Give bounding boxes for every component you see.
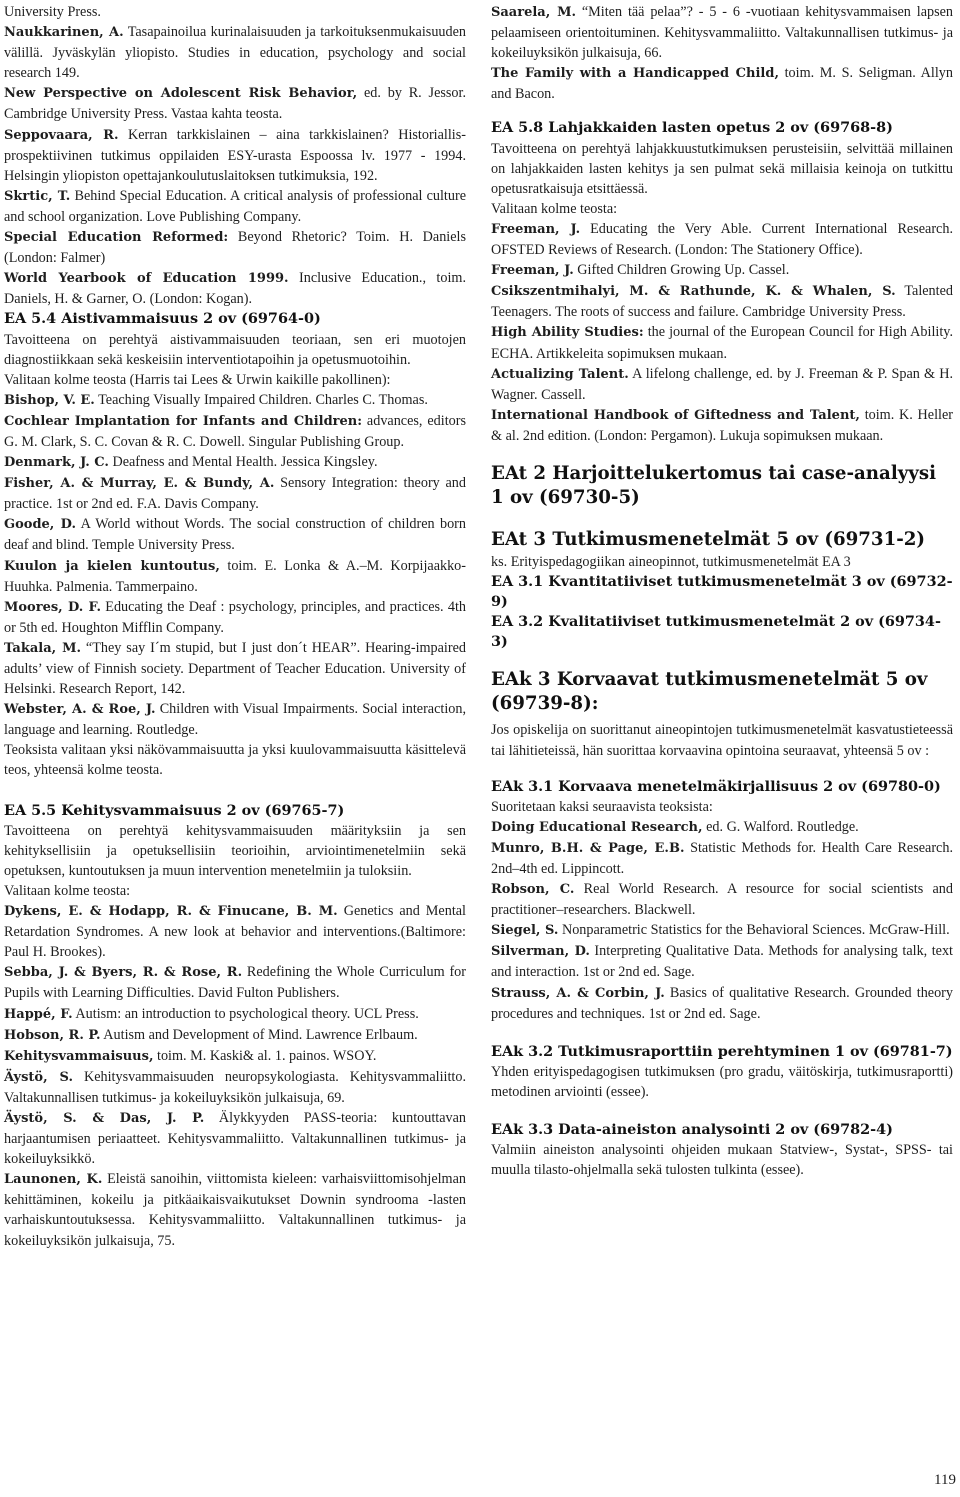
section-heading: EAk 3.1 Korvaava menetelmäkirjallisuus 2 ov (69780-0) bbox=[491, 777, 941, 795]
reference-details: Basics of qualitative Research. Grounded theory procedures and techniques. 1st or 2nd ed. Sage. bbox=[491, 984, 953, 1022]
major-heading: EAt 3 Tutkimusmenetelmät 5 ov (69731-2) bbox=[491, 528, 926, 550]
reference-entry bbox=[491, 405, 953, 446]
reference-details: Children with Visual Impairments. Social interaction, language and learning. Routledge. bbox=[4, 701, 466, 739]
reference-author: Dykens, E. & Hodapp, R. & Finucane, B. M. bbox=[4, 904, 338, 920]
paragraph: Tavoitteena on perehtyä aistivammaisuuden teoriaan, sen eri muotojen diagnostiikkaan sekä keskeisiin interventiotapoihin ja opetusmuotoihin. bbox=[4, 331, 466, 368]
reference-author: Äystö, S. bbox=[4, 1069, 74, 1085]
reference-author: Hobson, R. P. bbox=[4, 1027, 101, 1043]
reference-author: Seppovaara, R. bbox=[4, 127, 119, 143]
reference-details: A lifelong challenge, ed. by J. Freeman & P. Span & H. Wagner. Cassell. bbox=[491, 365, 953, 403]
reference-author: Csikszentmihalyi, M. & Rathunde, K. & Whalen, S. bbox=[491, 284, 896, 300]
reference-entry bbox=[4, 83, 466, 124]
reference-entry bbox=[4, 1025, 466, 1046]
reference-author: Goode, D. bbox=[4, 517, 77, 533]
spacer bbox=[491, 104, 953, 118]
reference-details: ed. by R. Jessor. Cambridge University Press. Vastaa kahta teosta. bbox=[4, 85, 466, 123]
reference-author: Saarela, M. bbox=[491, 5, 577, 20]
reference-entry bbox=[491, 879, 953, 920]
reference-details: Educating the Very Able. Current International Research. OFSTED Reviews of Research. (London: The Stationery Office). bbox=[491, 220, 953, 259]
reference-entry bbox=[4, 1046, 466, 1067]
reference-details: Deafness and Mental Health. Jessica Kingsley. bbox=[108, 454, 378, 471]
reference-details: ed. G. Walford. Routledge. bbox=[702, 818, 859, 835]
reference-details: “Miten tää pelaa”? - 5 - 6 -vuotiaan kehitysvammaisen lapsen pelaamiseen orientoituminen. Kehitysvammaliitto. Valtakunnallisen tutkimus- ja kokeiluyksikön julkaisuja, 66. bbox=[491, 4, 953, 62]
reference-details: toim. K. Heller & al. 2nd edition. (London: Pergamon). Lukuja sopimuksen mukaan. bbox=[491, 406, 953, 444]
reference-author: Freeman, J. bbox=[491, 221, 581, 237]
major-heading: EAk 3 Korvaavat tutkimusmenetelmät 5 ov (69739-8): bbox=[491, 669, 928, 715]
paragraph: Tavoitteena on perehtyä lahjakkuustutkimuksen perusteisiin, selvittää millainen on lahjakkaiden lasten kehitys ja sen pulmat sekä millaisia keinoja on tutkittu opetusratkaisuja etsittäessä. bbox=[491, 140, 953, 197]
reference-details: Inclusive Education., toim. Daniels, H. & Garner, O. (London: Kogan). bbox=[4, 270, 466, 308]
reference-details: Talented Teenagers. The roots of success and failure. Cambridge University Press. bbox=[491, 283, 953, 321]
spacer bbox=[491, 510, 953, 528]
reference-entry bbox=[491, 260, 953, 281]
reference-details: toim. M. Kaski& al. 1. painos. WSOY. bbox=[153, 1047, 377, 1064]
reference-author: Kehitysvammaisuus, bbox=[4, 1048, 154, 1064]
reference-details: Nonparametric Statistics for the Behavioral Sciences. McGraw-Hill. bbox=[558, 922, 950, 939]
reference-details: Tasapainoilua kurinalaisuuden ja tarkoituksenmukaisuuden välillä. Jyväskylän yliopisto. Studies in education, psychology and social research 149. bbox=[4, 24, 466, 82]
reference-details: Kerran tarkkislainen – aina tarkkislainen? Historiallis-prospektiivinen tutkimus oppilaiden ESY-urasta Espoossa lv. 1977 - 1994. Helsingin yliopiston opettajankoulutuslaitoksen tutkimuksia, 192. bbox=[4, 126, 466, 184]
reference-author: Webster, A. & Roe, J. bbox=[4, 702, 156, 718]
reference-details: Genetics and Mental Retardation Syndromes. A new look at behavior and interventions.(Baltimore: Paul H. Brookes). bbox=[4, 903, 466, 961]
reference-author: Munro, B.H. & Page, E.B. bbox=[491, 840, 685, 856]
reference-author: Launonen, K. bbox=[4, 1172, 103, 1188]
section-heading: EAk 3.3 Data-aineiston analysointi 2 ov (69782-4) bbox=[491, 1121, 893, 1139]
reference-entry bbox=[4, 411, 466, 452]
reference-author: Skrtic, T. bbox=[4, 188, 71, 204]
reference-entry bbox=[4, 514, 466, 555]
section-heading: EA 5.5 Kehitysvammaisuus 2 ov (69765-7) bbox=[4, 801, 345, 819]
reference-author: Sebba, J. & Byers, R. & Rose, R. bbox=[4, 965, 243, 981]
reference-entry bbox=[4, 1004, 466, 1025]
reference-entry bbox=[4, 22, 466, 83]
page-number: 119 bbox=[934, 1472, 956, 1488]
reference-entry bbox=[4, 638, 466, 699]
reference-author: Äystö, S. & Das, J. P. bbox=[4, 1110, 205, 1126]
reference-details: A World without Words. The social construction of children born deaf and blind. Temple University Press. bbox=[4, 516, 466, 554]
section-heading: EAk 3.2 Tutkimusraporttiin perehtyminen 1 ov (69781-7) bbox=[491, 1042, 953, 1060]
reference-details: Behind Special Education. A critical analysis of professional culture and school organization. Love Publishing Company. bbox=[4, 187, 466, 225]
reference-author: Kuulon ja kielen kuntoutus, bbox=[4, 558, 220, 574]
spacer bbox=[491, 652, 953, 668]
reference-details: Beyond Rhetoric? Toim. H. Daniels (London: Falmer) bbox=[4, 229, 466, 267]
reference-details: Autism and Development of Mind. Lawrence Erlbaum. bbox=[100, 1026, 418, 1043]
reference-details: toim. E. Lonka & A.–M. Korpijaakko-Huuhka. Palmenia. Tammerpaino. bbox=[4, 557, 466, 595]
reference-entry bbox=[491, 920, 953, 941]
reference-author: Cochlear Implantation for Infants and Children: bbox=[4, 413, 363, 429]
section-heading: EA 3.2 Kvalitatiiviset tutkimusmenetelmät 2 ov (69734-3) bbox=[491, 613, 941, 651]
paragraph: ks. Erityispedagogiikan aineopinnot, tutkimusmenetelmät EA 3 bbox=[491, 553, 851, 570]
reference-author: Takala, M. bbox=[4, 640, 81, 656]
spacer bbox=[491, 1024, 953, 1042]
reference-details: Educating the Deaf : psychology, principles, and practices. 4th or 5th ed. Houghton Mifflin Company. bbox=[4, 598, 466, 636]
reference-author: Moores, D. F. bbox=[4, 599, 101, 615]
reference-author: Naukkarinen, A. bbox=[4, 25, 124, 41]
paragraph: Valitaan kolme teosta (Harris tai Lees & Urwin kaikille pakollinen): bbox=[4, 371, 391, 388]
reference-details: toim. M. S. Seligman. Allyn and Bacon. bbox=[491, 65, 953, 103]
reference-entry bbox=[4, 186, 466, 227]
right-column bbox=[491, 2, 953, 1180]
reference-author: Special Education Reformed: bbox=[4, 230, 229, 246]
reference-entry bbox=[491, 63, 953, 104]
reference-entry bbox=[491, 817, 953, 838]
reference-entry bbox=[4, 1067, 466, 1108]
reference-author: Bishop, V. E. bbox=[4, 392, 95, 408]
reference-author: Denmark, J. C. bbox=[4, 455, 109, 471]
reference-entry bbox=[4, 268, 466, 309]
paragraph: Teoksista valitaan yksi näkövammaisuutta ja yksi kuulovammaisuutta käsittelevä teos, yhteensä kolme teosta. bbox=[4, 742, 466, 779]
reference-author: High Ability Studies: bbox=[491, 325, 644, 341]
left-column bbox=[4, 2, 466, 1251]
reference-entry bbox=[4, 962, 466, 1003]
reference-author: Strauss, A. & Corbin, J. bbox=[491, 985, 665, 1001]
reference-details: Sensory Integration: theory and practice. 1st or 2nd ed. F.A. Davis Company. bbox=[4, 475, 466, 513]
reference-author: Fisher, A. & Murray, E. & Bundy, A. bbox=[4, 476, 275, 492]
reference-details: advances, editors G. M. Clark, S. C. Covan & R. C. Dowell. Singular Publishing Group. bbox=[4, 412, 466, 450]
reference-details: Interpreting Qualitative Data. Methods for analysing talk, text and interaction. 1st or 2nd ed. Sage. bbox=[491, 943, 953, 981]
reference-entry bbox=[4, 473, 466, 514]
reference-entry bbox=[4, 227, 466, 268]
spacer bbox=[491, 446, 953, 462]
paragraph: Valitaan kolme teosta: bbox=[491, 200, 618, 217]
reference-author: New Perspective on Adolescent Risk Behavior, bbox=[4, 86, 358, 102]
reference-details: Teaching Visually Impaired Children. Charles C. Thomas. bbox=[94, 391, 428, 408]
section-heading: EA 5.4 Aistivammaisuus 2 ov (69764-0) bbox=[4, 310, 321, 328]
reference-details: Real World Research. A resource for social scientists and practitioner–researchers. Blackwell. bbox=[491, 881, 953, 919]
reference-details: Eleistä sanoihin, viittomista kieleen: varhaisviittomisohjelman kehittäminen, kokeilu ja pitkäaikaisvaikutukset Downin syndrooma -lasten varhaiskuntoutuksessa. Kehitysvammaliitto. Valtakunnallinen tutkimus- ja kokeiluyksikön julkaisuja, 75. bbox=[4, 1171, 466, 1249]
paragraph: Valmiin aineiston analysointi ohjeiden mukaan Statview-, Systat-, SPSS- tai muulla tilasto-ohjelmalla sekä tulosten tulkinta (essee). bbox=[491, 1142, 953, 1179]
reference-details: the journal of the European Council for High Ability. ECHA. Artikkeleita sopimuksen mukaan. bbox=[491, 324, 953, 362]
reference-entry bbox=[491, 2, 953, 63]
reference-author: World Yearbook of Education 1999. bbox=[4, 271, 289, 287]
reference-entry bbox=[491, 983, 953, 1024]
reference-entry bbox=[491, 364, 953, 405]
reference-author: Happé, F. bbox=[4, 1006, 73, 1022]
reference-entry bbox=[4, 901, 466, 962]
reference-entry bbox=[4, 1169, 466, 1250]
paragraph: Jos opiskelija on suorittanut aineopintojen tutkimusmenetelmät kasvatustieteessä tai lähitieteissä, hän suorittaa korvaavina opintoina seuraavat, yhteensä 5 ov : bbox=[491, 722, 953, 759]
reference-details: Gifted Children Growing Up. Cassel. bbox=[573, 262, 790, 279]
major-heading: EAt 2 Harjoittelukertomus tai case-analyysi 1 ov (69730-5) bbox=[491, 462, 937, 508]
paragraph: Tavoitteena on perehtyä kehitysvammaisuuden määrityksiin ja sen kehityksellisiin ja opetuksellisiin teorioihin, arviointimenetelmiin sekä opetuksen, kuntoutuksen ja muun intervention menetelmiin ja tuloksiin. bbox=[4, 822, 466, 879]
reference-entry bbox=[491, 838, 953, 879]
reference-author: Actualizing Talent. bbox=[491, 366, 629, 382]
reference-entry bbox=[4, 1108, 466, 1169]
reference-details: Kehitysvammaisuuden neuropsykologiasta. Kehitysvammaliitto. Valtakunnallisen tutkimus- ja kokeiluyksikön julkaisuja, 69. bbox=[4, 1068, 466, 1106]
reference-author: Siegel, S. bbox=[491, 923, 559, 939]
reference-details: Statistic Methods for. Health Care Research. 2nd–4th ed. Lippincott. bbox=[491, 839, 953, 877]
paragraph: Yhden erityispedagogisen tutkimuksen (pro gradu, väitöskirja, tutkimusraportti) metodinen arviointi (essee). bbox=[491, 1063, 953, 1100]
reference-author: Freeman, J. bbox=[491, 263, 574, 279]
paragraph: University Press. bbox=[4, 4, 101, 20]
reference-author: The Family with a Handicapped Child, bbox=[491, 66, 779, 82]
reference-entry bbox=[4, 699, 466, 740]
reference-entry bbox=[491, 219, 953, 260]
reference-entry bbox=[491, 281, 953, 322]
reference-entry bbox=[4, 390, 466, 411]
reference-author: International Handbook of Giftedness and Talent, bbox=[491, 407, 860, 423]
reference-entry bbox=[4, 452, 466, 473]
spacer bbox=[491, 761, 953, 777]
section-heading: EA 5.8 Lahjakkaiden lasten opetus 2 ov (69768-8) bbox=[491, 119, 893, 137]
reference-details: Redefining the Whole Curriculum for Pupils with Learning Difficulties. David Fulton Publishers. bbox=[4, 964, 466, 1002]
reference-author: Robson, C. bbox=[491, 882, 575, 898]
reference-entry bbox=[491, 941, 953, 982]
reference-entry bbox=[491, 322, 953, 363]
reference-details: Autism: an introduction to psychological theory. UCL Press. bbox=[72, 1005, 419, 1022]
spacer bbox=[4, 781, 466, 801]
paragraph: Valitaan kolme teosta: bbox=[4, 882, 131, 899]
reference-details: Älykkyyden PASS-teoria: kuntouttavan harjaantumisen periaatteet. Kehitysvammaliitto. Valtakunnallinen tutkimus- ja kokeiluyksikkö. bbox=[4, 1109, 466, 1168]
reference-entry bbox=[4, 125, 466, 186]
reference-details: “They say I´m stupid, but I just don´t HEAR”. Hearing-impaired adults’ view of Finnish society. Department of Teacher Education. University of Helsinki. Research Report, 142. bbox=[4, 639, 466, 698]
section-heading: EA 3.1 Kvantitatiiviset tutkimusmenetelmät 3 ov (69732-9) bbox=[491, 573, 953, 611]
reference-author: Doing Educational Research, bbox=[491, 819, 703, 835]
reference-author: Silverman, D. bbox=[491, 944, 590, 960]
paragraph: Suoritetaan kaksi seuraavista teoksista: bbox=[491, 798, 713, 815]
reference-entry bbox=[4, 556, 466, 597]
reference-entry bbox=[4, 597, 466, 638]
spacer bbox=[491, 1102, 953, 1120]
